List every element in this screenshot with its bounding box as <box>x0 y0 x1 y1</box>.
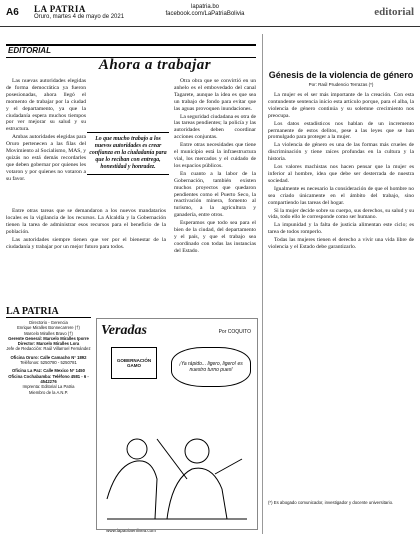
masthead-line: Jefe de Redacción: Raúl Villarroel Fernández <box>6 346 91 352</box>
editorial-label: EDITORIAL <box>8 46 51 55</box>
paragraph: Las autoridades siempre tienen que ver por el bienestar de la ciudadanía y trabajar por un mejor futuro para todos. <box>6 236 166 250</box>
paragraph: Todas las mujeres tienen el derecho a vivir una vida libre de violencia y el Estado debe garantizarlo. <box>268 237 414 251</box>
masthead-line: Marcelo Miralles Bravo (†) <box>24 330 73 336</box>
paragraph: La seguridad ciudadana es otra de las tareas pendientes; la policía y las autoridades deben coordinar acciones conjuntas. <box>174 113 256 141</box>
editorial-col2 <box>174 78 256 256</box>
masthead-line: Enrique Miralles Bonnecarrere (†) <box>17 325 80 331</box>
masthead-line: Oficina Cochabamba: Teléfono 4581 - 6 - 4542276 <box>8 373 89 384</box>
website-link[interactable]: lapatria.bo <box>190 4 220 10</box>
newspaper-name: LA PATRIA <box>34 4 86 14</box>
opinion-title: Génesis de la violencia de género <box>268 70 414 80</box>
cartoon-byline: Por COQUITO <box>218 329 251 335</box>
author-note: (*) Es abogado comunicador, investigador y docente universitario. <box>268 500 394 505</box>
paragraph: La impunidad y la falta de justicia alimentan este ciclo; es tarea de todos romperlo. <box>268 222 414 236</box>
masthead-line: Teléfonos: 5250780 - 5250781 <box>20 360 77 366</box>
paragraph: Igualmente es necesario la consideración de que el hombre no sea criado únicamente en el ámbito del trabajo, sino compartiendo las tareas del hogar. <box>268 185 414 206</box>
paragraph: Los datos estadísticos nos hablan de un incremento permanente de estos delitos, pese a las leyes que se han promulgado para proteger a la mujer. <box>268 120 414 141</box>
editorial-col1b <box>6 208 166 251</box>
web-links <box>150 4 260 18</box>
editorial-cartoon <box>96 318 258 530</box>
paragraph: Las nuevas autoridades elegidas de forma democrática ya fueron posesionadas, ahora llegó el momento de trabajar por la ciudad y el departamento, ya que la ciudadanía espera muchos tiempos por ver mejorar su salud y su estructura. <box>6 78 86 133</box>
opinion-byline: Por: Raúl Prudencio Terrazas (*) <box>308 82 374 87</box>
masthead <box>6 306 91 395</box>
cartoon-brand: Veradas <box>101 323 147 338</box>
masthead-line: Imprenta: Editorial La Patria <box>22 384 75 390</box>
masthead-line: Directorio - Gerencia <box>29 320 68 325</box>
paragraph: Entre otras tareas que se demandaron a los nuevos mandatarios locales es la vigilancia de los recursos. La Alcaldía y la Gobernación tienen la tarea de administrar esos recursos para el beneficio de la población. <box>6 208 166 235</box>
column-divider <box>262 34 263 534</box>
editorial-title: Ahora a trabajar <box>98 57 212 73</box>
opinion-body <box>268 92 414 252</box>
facebook-link[interactable]: facebook.com/LaPatriaBolivia <box>165 11 245 17</box>
paragraph: La mujer es el ser más importante de la creación. Con esta contundente sentencia inicio esta artículo porque, para el alba, la violencia de género continúa y su solemne crecimiento nos preocupa. <box>268 92 414 119</box>
masthead-line: Gerente General: Marcelo Miralles Iporre <box>8 335 89 341</box>
paragraph: La violencia de género es una de las formas más crueles de discriminación y tiene raíces profundas en la cultura y la historia. <box>268 142 414 163</box>
masthead-line: Oficina La Paz: Calle Mexico N° 1450 <box>12 368 85 374</box>
cartoon-drawing <box>97 379 257 529</box>
masthead-line: Director: Marcelo Miralles Lora <box>17 341 80 347</box>
section-label: editorial <box>374 6 414 18</box>
paragraph: Los valores machistas nos hacen pensar que la mujer es inferior al hombre, idea que debe ser desterrada de nuestra sociedad. <box>268 164 414 184</box>
paragraph: Entre otras necesidades que tiene el municipio está la infraestructura vial, los mercados y el cuidado de los espacios públicos. <box>174 142 256 169</box>
site-link[interactable]: www.lapatriaenlinea.com <box>106 528 156 533</box>
masthead-name: LA PATRIA <box>6 306 91 318</box>
masthead-line: Miembro de la A.N.P. <box>28 389 69 395</box>
paragraph: En cuanto a la labor de la Gobernación, también existen muchos proyectos que quedaron pendientes como el Puerto Seco, la reactivación minera, fomento al turismo, a la agricultura y ganadería, entre otros. <box>174 170 256 219</box>
paragraph: Ambas autoridades elegidas para Oruro pertenecen a las filas del Movimiento al Socialismo, MAS, y quizás no está demás recordarles que deben gobernar por quienes les votaron y por quienes no votaron a su favor. <box>6 134 86 182</box>
paragraph: Si la mujer decide sobre su cuerpo, sus derechos, su salud y su vida, todo ello le corresponde como ser humano. <box>268 207 414 221</box>
masthead-line: Oficina Oruro: Calle Camacho N° 1892 <box>10 354 87 360</box>
page-header <box>0 0 420 27</box>
page-number: A6 <box>6 7 19 18</box>
cartoon-sign: GOBERNACIÓN GAMO <box>111 347 157 379</box>
paragraph: Otra obra que se convirtió en un anhelo es el embovedado del canal Tagarete, aunque la idea es que sea un trabajo de fondo para evitar que las aguas provoquen inundaciones. <box>174 78 256 112</box>
speech-bubble: ¡Ya rápido... ligero, ligero! es nuestro turno pues! <box>171 347 251 387</box>
paragraph: Esperamos que todo sea para el bien de la ciudad, del departamento y el país, y que el trabajo sea coordinado con todas las instancias del Estado. <box>174 220 256 254</box>
issue-date: Oruro, martes 4 de mayo de 2021 <box>34 14 125 20</box>
editorial-col1 <box>6 78 86 184</box>
pull-quote: Lo que mucho trabajo a los nuevos autoridades es crear confianza en la ciudadanía para que lo reciban con entrega, honestidad y honradez. <box>87 132 169 175</box>
